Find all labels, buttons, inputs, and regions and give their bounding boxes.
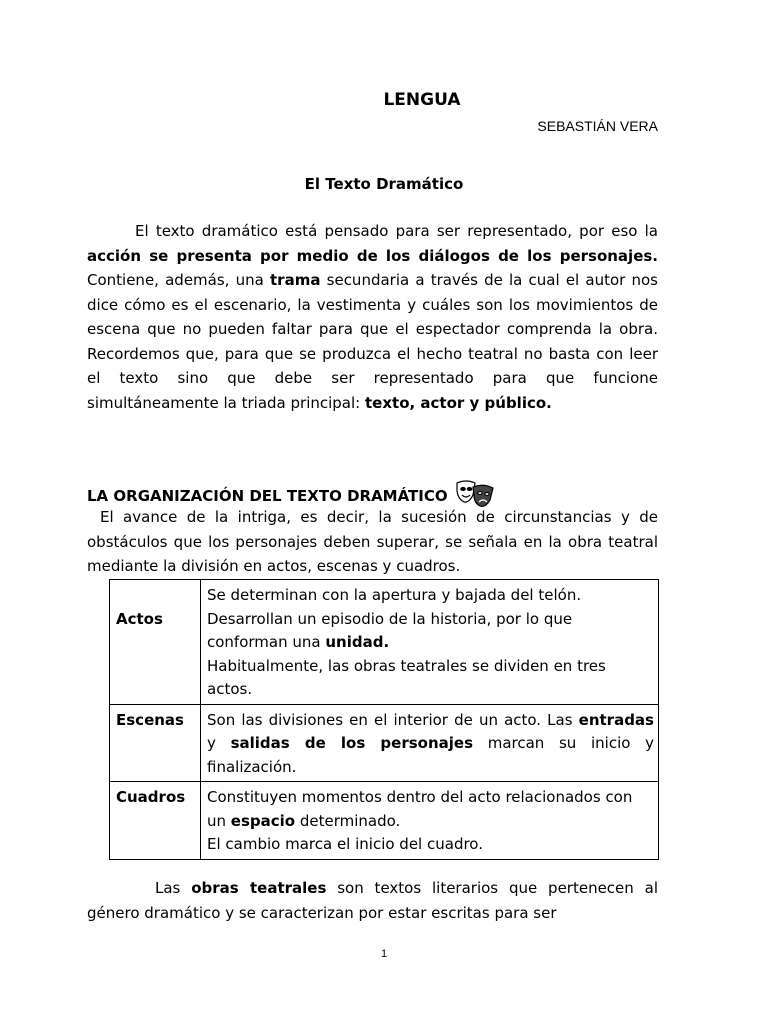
- organization-table: [109, 579, 659, 860]
- author-name: SEBASTIÁN VERA: [537, 118, 658, 134]
- row-content-actos: Se determinan con la apertura y bajada del telón. Desarrollan un episodio de la historia, por lo que conforman una unidad. Habitualmente, las obras teatrales se dividen en tres actos.: [201, 580, 659, 705]
- closing-paragraph: Las obras teatrales son textos literarios que pertenecen al género dramático y se caracterizan por estar escritas para ser: [87, 879, 658, 922]
- bold-phrase: acción se presenta por medio de los diálogos de los personajes.: [87, 246, 658, 265]
- document-title: LENGUA: [383, 90, 461, 110]
- section-heading: LA ORGANIZACIÓN DEL TEXTO DRAMÁTICO: [87, 479, 496, 513]
- page-number: 1: [380, 948, 388, 960]
- intro-paragraph: El texto dramático está pensado para ser representado, por eso la acción se presenta por medio de los diálogos de los personajes. Contiene, además, una trama secundaria a través de la cual el autor nos dice cómo es el escenario, la vestimenta y cuáles son los movimientos de escena que no pueden faltar para que el espectador comprenda la obra. Recordemos que, para que se produzca el hecho teatral no basta con leer el texto sino que debe ser representado para que funcione simultáneamente la triada principal: texto, actor y público.: [87, 222, 658, 412]
- table-row: [110, 580, 659, 705]
- row-label-escenas: Escenas: [110, 704, 201, 782]
- section-paragraph: El avance de la intriga, es decir, la sucesión de circunstancias y de obstáculos que los personajes deben superar, se señala en la obra teatral mediante la división en actos, escenas y cuadros.: [87, 508, 658, 575]
- bold-phrase: texto, actor y público.: [365, 393, 552, 412]
- row-content-escenas: Son las divisiones en el interior de un acto. Las entradas y salidas de los personajes marcan su inicio y finalización.: [201, 704, 659, 782]
- row-label-cuadros: Cuadros: [110, 782, 201, 860]
- table-row: [110, 782, 659, 860]
- table-row: [110, 704, 659, 782]
- row-label-actos: Actos: [110, 580, 201, 705]
- bold-word: trama: [270, 271, 321, 289]
- bold-phrase: obras teatrales: [191, 879, 327, 897]
- section-subtitle: El Texto Dramático: [304, 175, 464, 193]
- row-content-cuadros: Constituyen momentos dentro del acto relacionados con un espacio determinado. El cambio marca el inicio del cuadro.: [201, 782, 659, 860]
